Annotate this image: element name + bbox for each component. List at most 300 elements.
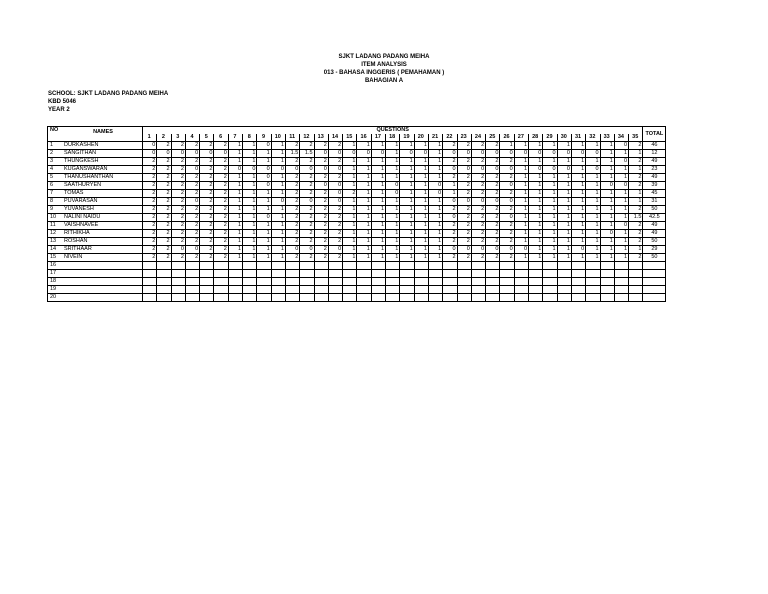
score-cell: 1 bbox=[529, 254, 543, 262]
score-cell: 1 bbox=[271, 254, 285, 262]
score-cell bbox=[214, 262, 228, 270]
score-cell bbox=[529, 286, 543, 294]
score-cell: 2 bbox=[157, 206, 171, 214]
score-cell: 2 bbox=[200, 230, 214, 238]
question-number-header: 7 bbox=[228, 134, 242, 142]
score-cell bbox=[471, 294, 485, 302]
score-cell bbox=[386, 262, 400, 270]
score-cell: 2 bbox=[143, 222, 157, 230]
score-cell: 1 bbox=[629, 198, 643, 206]
row-number: 12 bbox=[48, 230, 64, 238]
score-cell: 1 bbox=[400, 182, 414, 190]
score-cell bbox=[486, 262, 500, 270]
score-cell: 1 bbox=[343, 182, 357, 190]
total-cell: 50 bbox=[643, 254, 666, 262]
question-number-header: 28 bbox=[529, 134, 543, 142]
score-cell: 1 bbox=[271, 206, 285, 214]
score-cell: 0 bbox=[614, 222, 628, 230]
score-cell bbox=[243, 286, 257, 294]
score-cell: 1 bbox=[571, 166, 585, 174]
score-cell: 0 bbox=[543, 150, 557, 158]
table-row bbox=[48, 246, 666, 254]
score-cell bbox=[443, 270, 457, 278]
student-name: ROSHAN bbox=[63, 238, 143, 246]
score-cell: 1 bbox=[371, 142, 385, 150]
score-cell: 1 bbox=[428, 158, 442, 166]
score-cell: 1 bbox=[400, 198, 414, 206]
score-cell bbox=[157, 270, 171, 278]
score-cell: 1 bbox=[514, 222, 528, 230]
score-cell: 2 bbox=[471, 190, 485, 198]
school-code: KBD 5046 bbox=[48, 99, 77, 105]
row-number: 19 bbox=[48, 286, 64, 294]
score-cell: 0 bbox=[214, 150, 228, 158]
score-cell bbox=[300, 294, 314, 302]
score-cell bbox=[500, 262, 514, 270]
score-cell: 1 bbox=[271, 142, 285, 150]
score-cell: 2 bbox=[200, 166, 214, 174]
score-cell: 1 bbox=[228, 230, 242, 238]
question-number-header: 31 bbox=[571, 134, 585, 142]
score-cell: 2 bbox=[486, 222, 500, 230]
score-cell: 2 bbox=[314, 222, 328, 230]
score-cell: 0 bbox=[471, 166, 485, 174]
score-cell bbox=[271, 262, 285, 270]
score-cell bbox=[371, 278, 385, 286]
score-cell: 0 bbox=[185, 198, 199, 206]
score-cell bbox=[557, 262, 571, 270]
score-cell: 2 bbox=[214, 182, 228, 190]
score-cell: 2 bbox=[214, 254, 228, 262]
score-cell: 1 bbox=[529, 230, 543, 238]
score-cell: 0 bbox=[285, 246, 299, 254]
question-number-header: 27 bbox=[514, 134, 528, 142]
score-cell: 1 bbox=[557, 246, 571, 254]
score-cell: 1 bbox=[529, 222, 543, 230]
score-cell: 1 bbox=[428, 174, 442, 182]
score-cell: 1 bbox=[586, 230, 600, 238]
score-cell: 1 bbox=[371, 166, 385, 174]
row-number: 11 bbox=[48, 222, 64, 230]
score-cell: 2 bbox=[457, 238, 471, 246]
table-row bbox=[48, 158, 666, 166]
score-cell bbox=[629, 286, 643, 294]
question-number-header: 19 bbox=[400, 134, 414, 142]
score-cell: 2 bbox=[629, 158, 643, 166]
score-cell: 1 bbox=[414, 166, 428, 174]
score-cell bbox=[157, 294, 171, 302]
score-cell: 0 bbox=[428, 190, 442, 198]
score-cell: 2 bbox=[471, 214, 485, 222]
table-row bbox=[48, 270, 666, 278]
score-cell: 2 bbox=[171, 182, 185, 190]
score-cell: 0 bbox=[586, 166, 600, 174]
score-cell: 1 bbox=[400, 246, 414, 254]
score-cell: 1 bbox=[557, 182, 571, 190]
score-cell: 2 bbox=[171, 214, 185, 222]
score-cell: 0 bbox=[500, 214, 514, 222]
total-cell: 42.5 bbox=[643, 214, 666, 222]
score-cell bbox=[285, 286, 299, 294]
score-cell bbox=[185, 270, 199, 278]
score-cell: 0 bbox=[200, 150, 214, 158]
score-cell: 1 bbox=[614, 206, 628, 214]
score-cell: 1 bbox=[386, 174, 400, 182]
score-cell bbox=[214, 294, 228, 302]
score-cell bbox=[614, 286, 628, 294]
score-cell: 2 bbox=[171, 222, 185, 230]
score-cell: 2 bbox=[200, 190, 214, 198]
score-cell: 1 bbox=[357, 254, 371, 262]
score-cell: 1 bbox=[600, 198, 614, 206]
score-cell: 1 bbox=[357, 246, 371, 254]
score-cell: 1 bbox=[386, 166, 400, 174]
score-cell: 1 bbox=[243, 206, 257, 214]
total-cell: 46 bbox=[643, 142, 666, 150]
score-cell: 2 bbox=[328, 230, 342, 238]
score-cell: 2 bbox=[471, 230, 485, 238]
score-cell bbox=[586, 270, 600, 278]
student-name: SRITHAAR bbox=[63, 246, 143, 254]
total-cell: 39 bbox=[643, 182, 666, 190]
score-cell: 1 bbox=[371, 230, 385, 238]
score-cell: 2 bbox=[300, 254, 314, 262]
score-cell: 1 bbox=[514, 214, 528, 222]
score-cell bbox=[300, 286, 314, 294]
score-cell bbox=[328, 262, 342, 270]
score-cell bbox=[543, 278, 557, 286]
score-cell bbox=[428, 294, 442, 302]
score-cell bbox=[614, 262, 628, 270]
score-cell: 1 bbox=[529, 142, 543, 150]
score-cell: 1 bbox=[571, 198, 585, 206]
score-cell: 1 bbox=[529, 198, 543, 206]
score-cell: 1 bbox=[371, 198, 385, 206]
score-cell: 1 bbox=[371, 206, 385, 214]
question-number-header: 12 bbox=[300, 134, 314, 142]
score-cell bbox=[157, 286, 171, 294]
score-cell: 0 bbox=[257, 182, 271, 190]
score-cell: 1 bbox=[386, 150, 400, 158]
score-cell: 2 bbox=[200, 246, 214, 254]
score-cell bbox=[171, 286, 185, 294]
row-number: 10 bbox=[48, 214, 64, 222]
score-cell bbox=[543, 270, 557, 278]
score-cell: 1 bbox=[557, 206, 571, 214]
score-cell: 0 bbox=[143, 142, 157, 150]
score-cell: 2 bbox=[629, 254, 643, 262]
score-cell: 1 bbox=[557, 174, 571, 182]
score-cell: 0 bbox=[157, 150, 171, 158]
score-cell: 1 bbox=[343, 222, 357, 230]
score-cell: 1 bbox=[600, 206, 614, 214]
score-cell bbox=[343, 270, 357, 278]
score-cell: 2 bbox=[486, 254, 500, 262]
score-cell: 2 bbox=[457, 206, 471, 214]
table-row bbox=[48, 190, 666, 198]
score-cell: 1 bbox=[586, 142, 600, 150]
score-cell: 1 bbox=[386, 206, 400, 214]
score-cell bbox=[300, 262, 314, 270]
score-cell: 1 bbox=[243, 254, 257, 262]
table-row bbox=[48, 206, 666, 214]
score-cell: 1 bbox=[614, 230, 628, 238]
total-cell bbox=[643, 286, 666, 294]
score-cell: 1 bbox=[257, 246, 271, 254]
table-row bbox=[48, 198, 666, 206]
score-cell: 1 bbox=[414, 206, 428, 214]
score-cell: 1 bbox=[386, 246, 400, 254]
score-cell: 0 bbox=[185, 166, 199, 174]
score-cell: 1 bbox=[571, 206, 585, 214]
score-cell: 2 bbox=[486, 182, 500, 190]
score-cell bbox=[257, 286, 271, 294]
score-cell: 1 bbox=[357, 206, 371, 214]
score-cell: 1 bbox=[514, 182, 528, 190]
score-cell: 1 bbox=[343, 206, 357, 214]
score-cell: 1 bbox=[600, 150, 614, 158]
score-cell: 2 bbox=[185, 230, 199, 238]
score-cell: 1 bbox=[414, 222, 428, 230]
score-cell: 0 bbox=[357, 150, 371, 158]
score-cell: 1 bbox=[228, 142, 242, 150]
table-row bbox=[48, 142, 666, 150]
score-cell: 1 bbox=[386, 142, 400, 150]
score-cell bbox=[428, 286, 442, 294]
score-cell bbox=[257, 294, 271, 302]
score-cell: 2 bbox=[457, 222, 471, 230]
score-cell bbox=[371, 294, 385, 302]
score-cell: 1 bbox=[228, 206, 242, 214]
score-cell bbox=[486, 286, 500, 294]
student-name: SAATHURYEN bbox=[63, 182, 143, 190]
score-cell bbox=[428, 262, 442, 270]
score-cell bbox=[185, 294, 199, 302]
question-number-header: 26 bbox=[500, 134, 514, 142]
score-cell: 1 bbox=[371, 254, 385, 262]
score-cell: 1.5 bbox=[300, 150, 314, 158]
score-cell: 2 bbox=[285, 198, 299, 206]
score-cell: 2 bbox=[157, 158, 171, 166]
question-number-header: 18 bbox=[386, 134, 400, 142]
total-cell: 31 bbox=[643, 198, 666, 206]
score-cell bbox=[543, 294, 557, 302]
score-cell: 1 bbox=[586, 214, 600, 222]
score-cell bbox=[300, 278, 314, 286]
score-cell: 0 bbox=[486, 198, 500, 206]
score-cell: 2 bbox=[157, 174, 171, 182]
score-cell: 1 bbox=[414, 158, 428, 166]
score-cell: 1 bbox=[271, 230, 285, 238]
score-cell: 2 bbox=[143, 166, 157, 174]
score-cell: 0 bbox=[586, 150, 600, 158]
question-number-header: 24 bbox=[471, 134, 485, 142]
score-cell bbox=[428, 278, 442, 286]
question-number-header: 20 bbox=[414, 134, 428, 142]
score-cell: 0 bbox=[314, 166, 328, 174]
score-cell bbox=[400, 270, 414, 278]
question-number-header: 8 bbox=[243, 134, 257, 142]
student-name: PUVARASAN bbox=[63, 198, 143, 206]
score-cell: 1 bbox=[414, 142, 428, 150]
score-cell: 1 bbox=[343, 158, 357, 166]
score-cell bbox=[529, 294, 543, 302]
score-cell: 2 bbox=[457, 158, 471, 166]
score-cell bbox=[586, 262, 600, 270]
score-cell: 2 bbox=[185, 182, 199, 190]
score-cell: 1 bbox=[614, 150, 628, 158]
score-cell: 2 bbox=[200, 174, 214, 182]
score-cell: 1 bbox=[586, 238, 600, 246]
score-cell: 1 bbox=[514, 238, 528, 246]
score-cell bbox=[471, 262, 485, 270]
score-cell bbox=[543, 262, 557, 270]
score-cell: 2 bbox=[486, 190, 500, 198]
score-cell bbox=[457, 270, 471, 278]
question-number-header: 32 bbox=[586, 134, 600, 142]
score-cell: 1 bbox=[243, 182, 257, 190]
score-cell: 1 bbox=[557, 230, 571, 238]
score-cell: 1 bbox=[400, 158, 414, 166]
score-cell: 1 bbox=[600, 158, 614, 166]
score-cell: 2 bbox=[457, 182, 471, 190]
student-name: NALINI NAIDU bbox=[63, 214, 143, 222]
score-cell: 1 bbox=[228, 214, 242, 222]
score-cell: 1 bbox=[543, 158, 557, 166]
score-cell: 2 bbox=[500, 158, 514, 166]
score-cell bbox=[285, 278, 299, 286]
score-cell: 0 bbox=[171, 246, 185, 254]
score-cell: 2 bbox=[486, 238, 500, 246]
score-cell: 1 bbox=[343, 214, 357, 222]
score-cell: 1.5 bbox=[285, 150, 299, 158]
score-cell: 1 bbox=[529, 238, 543, 246]
score-cell: 1 bbox=[529, 190, 543, 198]
score-cell: 2 bbox=[157, 254, 171, 262]
score-cell bbox=[328, 286, 342, 294]
score-cell: 1 bbox=[614, 198, 628, 206]
score-cell bbox=[285, 270, 299, 278]
question-number-header: 21 bbox=[428, 134, 442, 142]
score-cell: 1 bbox=[571, 254, 585, 262]
score-cell bbox=[257, 270, 271, 278]
question-number-header: 14 bbox=[328, 134, 342, 142]
score-cell bbox=[529, 270, 543, 278]
score-cell: 1 bbox=[428, 246, 442, 254]
score-cell: 2 bbox=[200, 182, 214, 190]
score-cell: 0 bbox=[285, 166, 299, 174]
score-cell bbox=[486, 270, 500, 278]
score-cell: 0 bbox=[243, 166, 257, 174]
score-cell: 1 bbox=[428, 206, 442, 214]
score-cell: 1 bbox=[557, 214, 571, 222]
score-cell bbox=[371, 270, 385, 278]
score-cell bbox=[400, 294, 414, 302]
score-cell bbox=[143, 270, 157, 278]
score-cell bbox=[457, 286, 471, 294]
score-cell: 1 bbox=[343, 142, 357, 150]
report-subtitle: ITEM ANALYSIS bbox=[361, 62, 407, 68]
score-cell: 0 bbox=[143, 150, 157, 158]
score-cell bbox=[629, 294, 643, 302]
score-cell: 0 bbox=[457, 166, 471, 174]
score-cell bbox=[185, 278, 199, 286]
row-number: 5 bbox=[48, 174, 64, 182]
score-cell: 1 bbox=[586, 158, 600, 166]
score-cell bbox=[529, 262, 543, 270]
total-cell: 49 bbox=[643, 222, 666, 230]
score-cell: 1 bbox=[343, 230, 357, 238]
score-cell: 0 bbox=[443, 198, 457, 206]
score-cell: 1 bbox=[343, 198, 357, 206]
score-cell: 2 bbox=[486, 214, 500, 222]
score-cell bbox=[328, 270, 342, 278]
score-cell: 2 bbox=[214, 198, 228, 206]
score-cell bbox=[486, 294, 500, 302]
score-cell bbox=[357, 286, 371, 294]
score-cell: 2 bbox=[285, 206, 299, 214]
score-cell: 1 bbox=[557, 190, 571, 198]
score-cell bbox=[371, 262, 385, 270]
score-cell bbox=[314, 262, 328, 270]
score-cell: 1 bbox=[600, 190, 614, 198]
score-cell: 2 bbox=[285, 238, 299, 246]
score-cell: 1 bbox=[257, 230, 271, 238]
total-cell: 50 bbox=[643, 238, 666, 246]
score-cell: 1 bbox=[243, 150, 257, 158]
score-cell bbox=[214, 278, 228, 286]
score-cell: 1 bbox=[514, 166, 528, 174]
student-rows bbox=[48, 142, 666, 302]
score-cell bbox=[371, 286, 385, 294]
score-cell: 1 bbox=[386, 222, 400, 230]
score-cell bbox=[143, 286, 157, 294]
score-cell: 1 bbox=[400, 214, 414, 222]
score-cell: 1 bbox=[543, 142, 557, 150]
score-cell: 1 bbox=[400, 254, 414, 262]
score-cell: 2 bbox=[328, 214, 342, 222]
score-cell: 1 bbox=[414, 174, 428, 182]
score-cell: 1 bbox=[371, 222, 385, 230]
score-cell bbox=[300, 270, 314, 278]
score-cell: 2 bbox=[143, 254, 157, 262]
score-cell bbox=[243, 262, 257, 270]
score-cell: 2 bbox=[300, 206, 314, 214]
score-cell bbox=[529, 278, 543, 286]
score-cell bbox=[571, 286, 585, 294]
score-cell: 2 bbox=[300, 230, 314, 238]
row-number: 8 bbox=[48, 198, 64, 206]
score-cell bbox=[200, 262, 214, 270]
score-cell: 1 bbox=[428, 230, 442, 238]
score-cell: 2 bbox=[185, 206, 199, 214]
score-cell: 1 bbox=[543, 214, 557, 222]
score-cell: 0 bbox=[514, 246, 528, 254]
score-cell: 2 bbox=[214, 158, 228, 166]
score-cell: 1 bbox=[371, 158, 385, 166]
score-cell: 1 bbox=[571, 174, 585, 182]
score-cell: 1 bbox=[257, 150, 271, 158]
score-cell: 2 bbox=[285, 254, 299, 262]
score-cell bbox=[343, 294, 357, 302]
score-cell: 1 bbox=[243, 222, 257, 230]
score-cell: 2 bbox=[200, 254, 214, 262]
student-name: KUGANSWARAN bbox=[63, 166, 143, 174]
score-cell: 2 bbox=[471, 142, 485, 150]
score-cell: 0 bbox=[529, 150, 543, 158]
score-cell: 0 bbox=[314, 182, 328, 190]
score-cell: 1 bbox=[571, 158, 585, 166]
